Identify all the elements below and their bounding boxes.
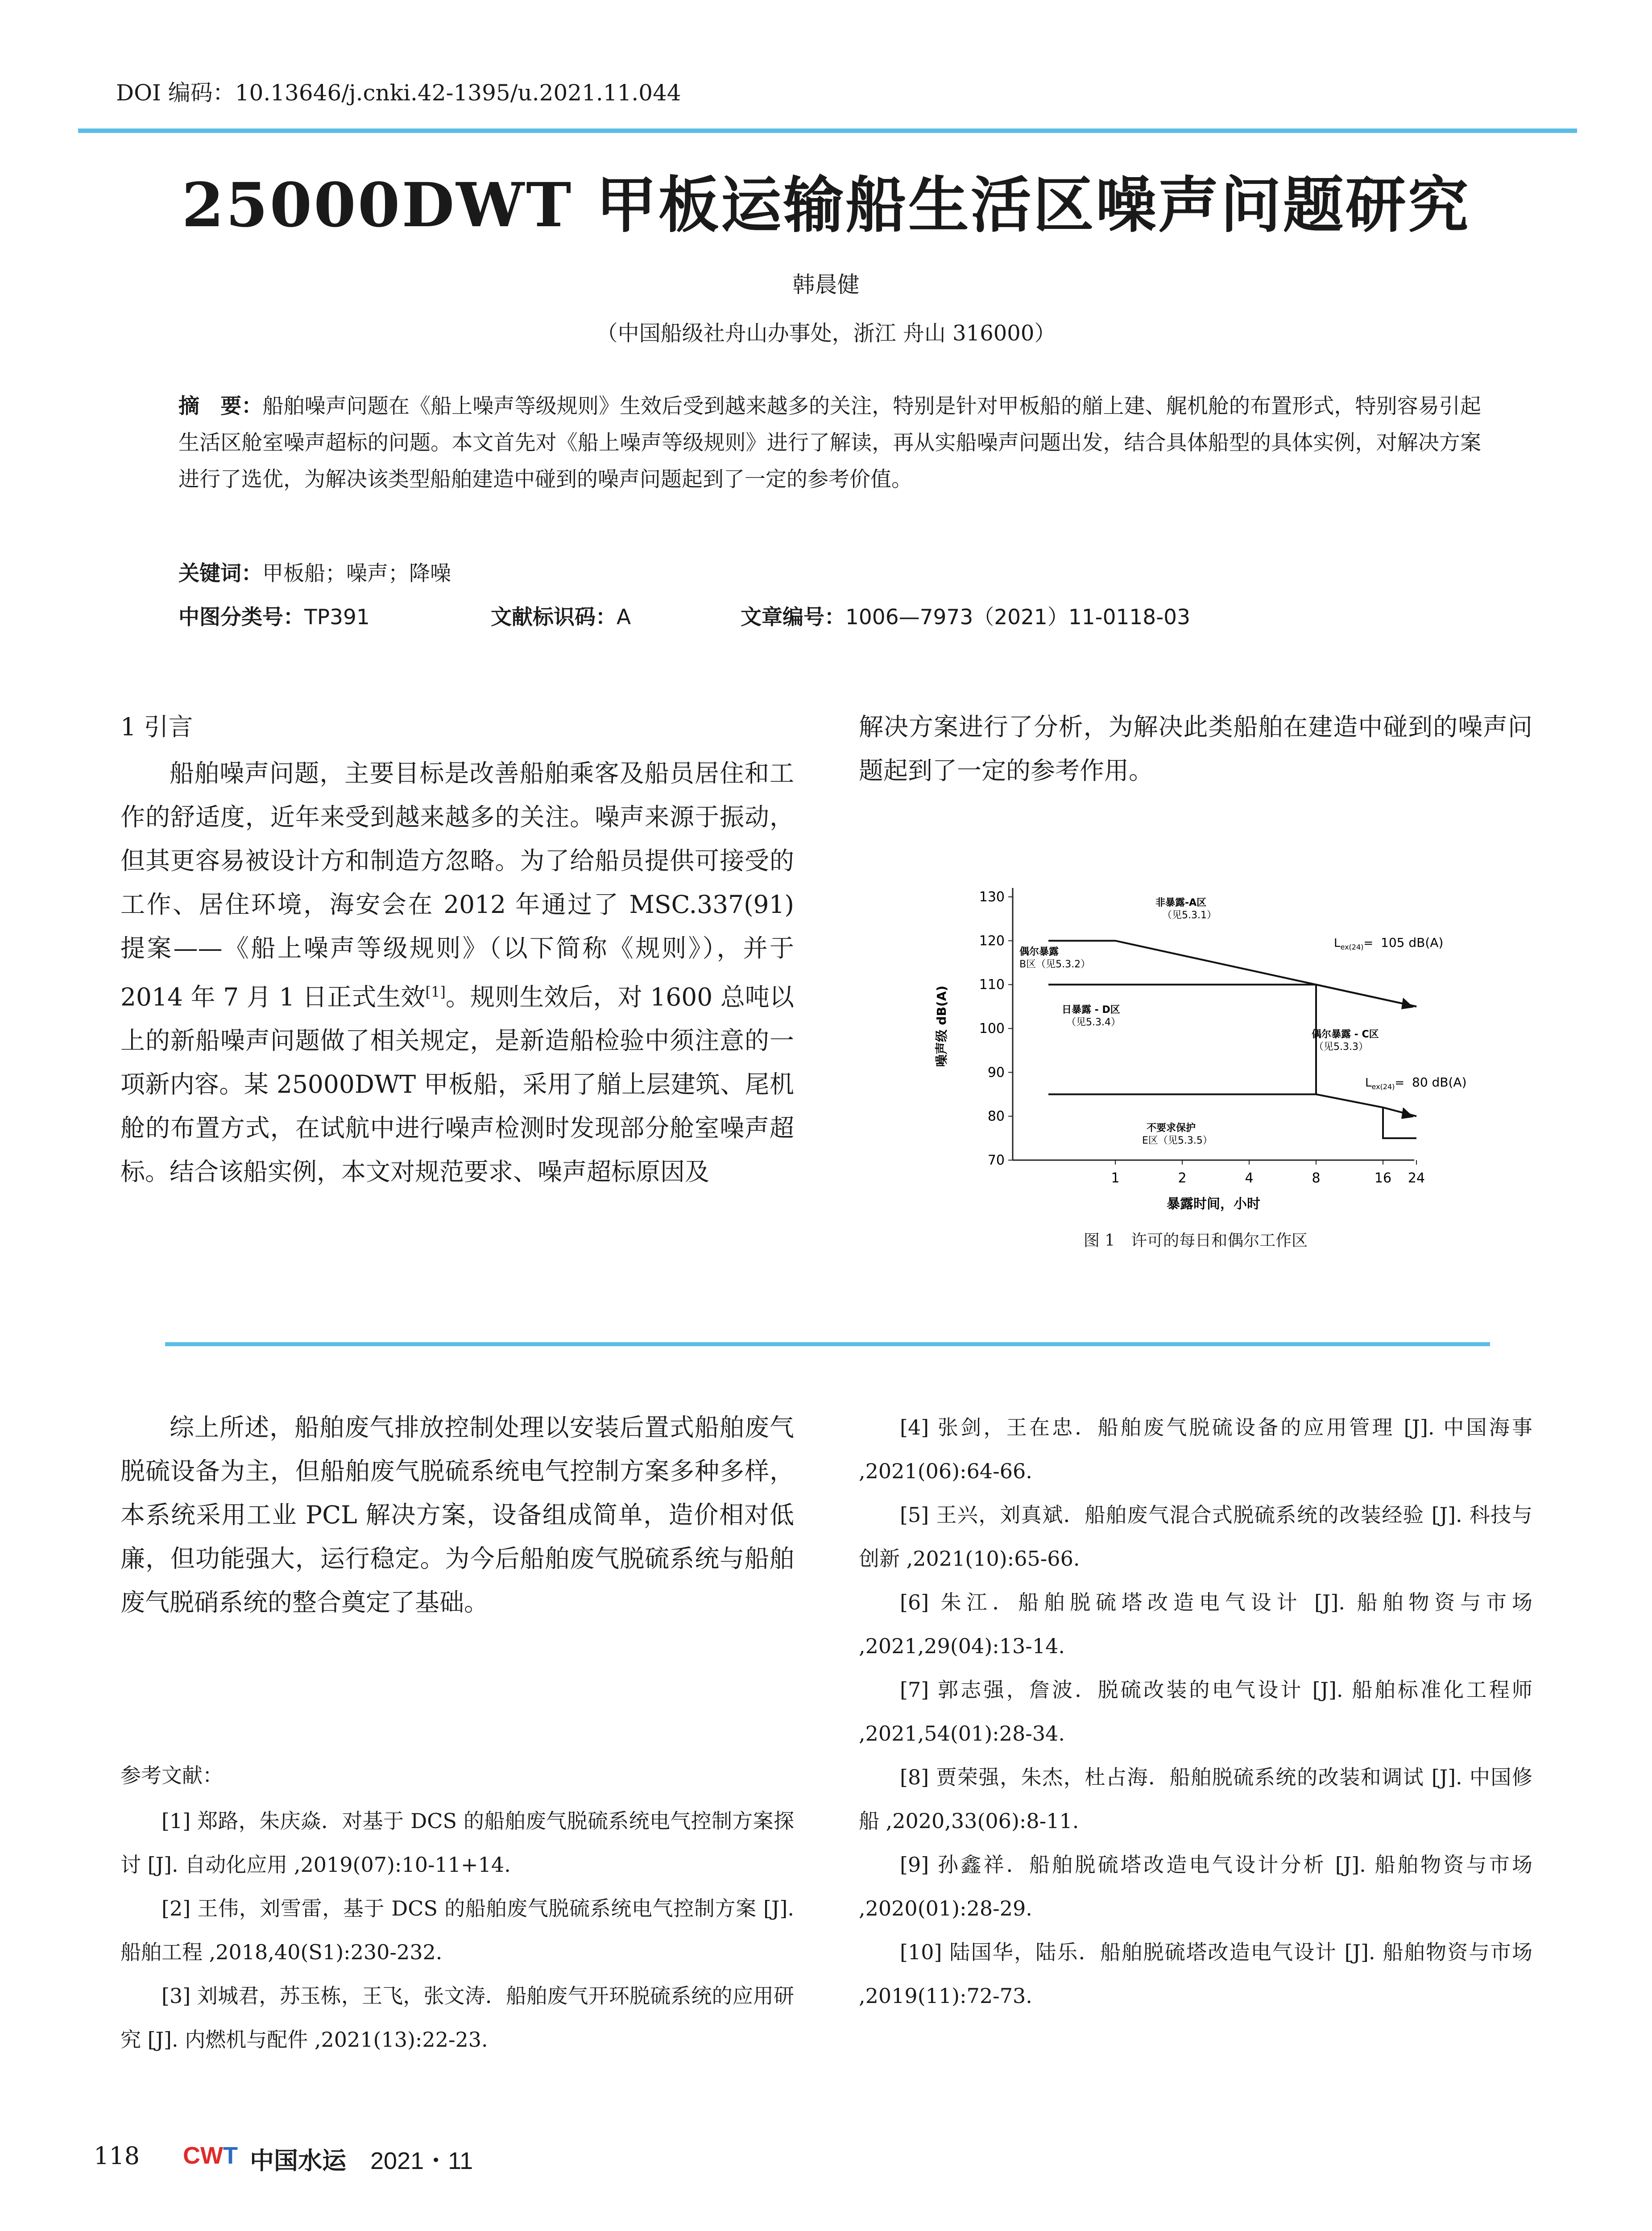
leq-high-label: 105 dB(A) <box>1381 935 1444 950</box>
body-text: 船舶噪声问题，主要目标是改善船舶乘客及船员居住和工作的舒适度，近年来受到越来越多的关注。噪声来源于振动，但其更容易被设计方和制造方忽略。为了给船员提供可接受的工作、居住环境，海安会在 2012 年通过了 MSC.337(91) 提案——《船上噪声等级规则》（以下简称《规则》），并于 2014 年 7 月 1 日正式生效 <box>120 759 794 1012</box>
references-right <box>859 1406 1532 2018</box>
body-paragraph <box>120 751 794 1194</box>
affiliation: （中国船级社舟山办事处，浙江 舟山 316000） <box>596 321 1056 346</box>
journal-name: 中国水运 <box>250 2147 346 2175</box>
classification-line <box>178 601 1190 630</box>
reference-item: [5] 王兴，刘真斌．船舶废气混合式脱硫系统的改装经验 [J]. 科技与创新 ,2021(10):65-66. <box>859 1503 1532 1571</box>
references-title: 参考文献： <box>120 1763 223 1787</box>
keywords <box>178 557 451 587</box>
doi-line: DOI 编码：10.13646/j.cnki.42-1395/u.2021.11.044 <box>116 80 681 106</box>
zone-e-label: 不要求保护 <box>1147 1123 1196 1134</box>
page-footer <box>94 2142 473 2175</box>
y-tick-label: 80 <box>987 1108 1005 1124</box>
zone-a-label: 非暴露-A区 <box>1155 897 1207 908</box>
x-tick-label: 8 <box>1312 1170 1321 1186</box>
leq-low-label: 80 dB(A) <box>1412 1075 1467 1090</box>
article-no-value: 1006—7973（2021）11-0118-03 <box>845 605 1190 630</box>
zone-d-ref: （见5.3.4） <box>1066 1017 1121 1028</box>
article-no <box>741 601 1190 630</box>
y-axis-ticks <box>979 889 1013 1168</box>
leq-low-symbol: $L_{ex(24)}=$ <box>1365 1076 1405 1091</box>
logo-cw: CW <box>183 2142 223 2169</box>
x-tick-label: 2 <box>1178 1170 1187 1186</box>
x-tick-label: 16 <box>1374 1170 1392 1186</box>
boundary-line-3 <box>1048 1095 1416 1116</box>
zone-b-sub: B区（见5.3.2） <box>1019 959 1091 970</box>
zone-b-label: 偶尔暴露 <box>1019 946 1059 958</box>
y-tick-label: 70 <box>987 1153 1005 1168</box>
header-rule <box>78 129 1577 133</box>
reference-item: [7] 郭志强，詹波．脱硫改装的电气设计 [J]. 船舶标准化工程师 ,2021,54(01):28-34. <box>859 1678 1532 1746</box>
journal-issue: 2021・11 <box>370 2148 473 2174</box>
x-axis-label: 暴露时间，小时 <box>1167 1196 1260 1212</box>
clc-label: 中图分类号： <box>178 605 304 630</box>
keywords-text: 甲板船；噪声；降噪 <box>262 561 451 586</box>
section-divider <box>165 1342 1490 1346</box>
conclusion-column <box>120 1406 794 1624</box>
author: 韩晨健 <box>792 272 860 298</box>
y-tick-label: 110 <box>979 977 1005 993</box>
body-left-column <box>120 705 794 1194</box>
boundary-line-2 <box>1048 985 1416 1007</box>
page-number: 118 <box>94 2142 140 2170</box>
citation-ref: [1] <box>425 983 446 1000</box>
figure-caption: 图 1 许可的每日和偶尔工作区 <box>1083 1232 1308 1250</box>
reference-item: [6] 朱江．船舶脱硫塔改造电气设计 [J]. 船舶物资与市场 ,2021,29(04):13-14. <box>859 1590 1532 1658</box>
clc-value: TP391 <box>304 605 370 630</box>
section-heading: 1 引言 <box>120 713 193 741</box>
body-paragraph-right: 解决方案进行了分析，为解决此类船舶在建造中碰到的噪声问题起到了一定的参考作用。 <box>859 713 1532 785</box>
conclusion-paragraph: 综上所述，船舶废气排放控制处理以安装后置式船舶废气脱硫设备为主，但船舶废气脱硫系统电气控制方案多种多样，本系统采用工业 PCL 解决方案，设备组成简单，造价相对低廉，但功能强大，运行稳定。为今后船舶废气脱硫系统与船舶废气脱硝系统的整合奠定了基础。 <box>120 1413 794 1617</box>
leq-low-arrow <box>1401 1107 1414 1119</box>
zone-a-ref: （见5.3.1） <box>1162 910 1217 921</box>
x-axis-ticks <box>1111 1160 1425 1186</box>
zone-c-ref: （见5.3.3） <box>1314 1041 1368 1053</box>
zone-d-label: 日暴露 - D区 <box>1062 1004 1120 1016</box>
journal-logo <box>183 2142 238 2169</box>
leq-high-symbol: $L_{ex(24)}=$ <box>1334 937 1374 951</box>
references-left <box>120 1754 794 2061</box>
reference-item: [1] 郑路，朱庆焱．对基于 DCS 的船舶废气脱硫系统电气控制方案探讨 [J]. 自动化应用 ,2019(07):10-11+14. <box>120 1809 794 1877</box>
keywords-label: 关键词： <box>178 561 262 586</box>
abstract-label: 摘 要： <box>178 394 263 419</box>
reference-item: [10] 陆国华，陆乐．船舶脱硫塔改造电气设计 [J]. 船舶物资与市场 ,2019(11):72-73. <box>859 1940 1532 2008</box>
reference-item: [4] 张剑，王在忠．船舶废气脱硫设备的应用管理 [J]. 中国海事 ,2021(06):64-66. <box>859 1415 1532 1483</box>
zone-c-label: 偶尔暴露 - C区 <box>1312 1029 1379 1040</box>
reference-item: [9] 孙鑫祥．船舶脱硫塔改造电气设计分析 [J]. 船舶物资与市场 ,2020(01):28-29. <box>859 1853 1532 1920</box>
reference-item: [3] 刘城君，苏玉栋，王飞，张文涛．船舶废气开环脱硫系统的应用研究 [J]. 内燃机与配件 ,2021(13):22-23. <box>120 1984 794 2052</box>
reference-item: [2] 王伟，刘雪雷，基于 DCS 的船舶废气脱硫系统电气控制方案 [J]. 船舶工程 ,2018,40(S1):230-232. <box>120 1896 794 1964</box>
zone-e-sub: E区（见5.3.5） <box>1142 1135 1213 1146</box>
x-tick-label: 24 <box>1408 1170 1425 1186</box>
x-tick-label: 4 <box>1245 1170 1254 1186</box>
abstract <box>178 388 1481 498</box>
doc-code-value: A <box>617 605 631 630</box>
y-tick-label: 130 <box>979 889 1005 905</box>
logo-t: T <box>223 2142 238 2169</box>
x-tick-label: 1 <box>1111 1170 1120 1186</box>
leq-high-arrow <box>1401 998 1414 1009</box>
reference-item: [8] 贾荣强，朱杰，杜占海．船舶脱硫系统的改装和调试 [J]. 中国修船 ,2020,33(06):8-11. <box>859 1765 1532 1833</box>
body-text-tail: 。规则生效后，对 1600 总吨以上的新船噪声问题做了相关规定，是新造船检验中须注意的一项新内容。某 25000DWT 甲板船，采用了艏上层建筑、尾机舱的布置方式，在试航中进行噪声检测时发现部分舱室噪声超标。结合该船实例，本文对规范要求、噪声超标原因及 <box>120 983 795 1186</box>
y-tick-label: 90 <box>987 1065 1005 1081</box>
y-axis-label: 噪声级 dB(A) <box>934 985 949 1067</box>
article-no-label: 文章编号： <box>741 605 845 630</box>
abstract-text: 船舶噪声问题在《船上噪声等级规则》生效后受到越来越多的关注，特别是针对甲板船的艏上建、艉机舱的布置形式，特别容易引起生活区舱室噪声超标的问题。本文首先对《船上噪声等级规则》进行了解读，再从实船噪声问题出发，结合具体船型的具体实例，对解决方案进行了选优，为解决该类型船舶建造中碰到的噪声问题起到了一定的参考价值。 <box>178 394 1482 492</box>
body-right-column <box>859 705 1532 792</box>
article-title: 25000DWT 甲板运输船生活区噪声问题研究 <box>182 170 1470 241</box>
doc-code-label: 文献标识码： <box>491 605 617 630</box>
doc-code <box>491 601 631 630</box>
noise-chart <box>919 866 1499 1214</box>
y-tick-label: 120 <box>979 933 1005 949</box>
y-tick-label: 100 <box>979 1021 1005 1037</box>
